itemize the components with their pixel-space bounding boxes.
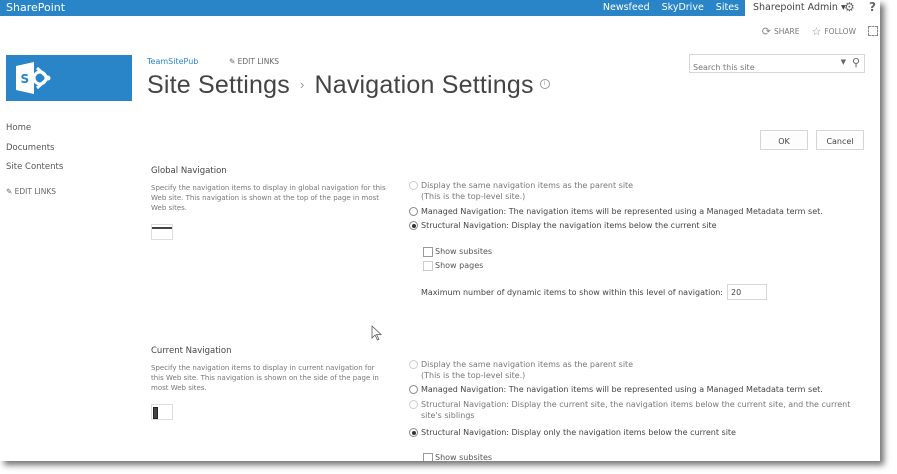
follow-label: FOLLOW [824,26,856,36]
left-edit-links-label: EDIT LINKS [14,186,57,196]
option-label: Structural Navigation: Display only the navigation items below the current site [421,428,736,437]
cancel-button[interactable]: Cancel [816,130,864,150]
ok-button[interactable]: OK [760,130,808,150]
global-navigation-glyph-icon [151,224,173,240]
search-scope-dropdown-icon[interactable]: ▼ [840,58,846,66]
top-links [147,57,280,66]
option-label: Display the same navigation items as the parent site [421,360,634,369]
current-option-structural-below[interactable] [409,427,736,438]
suite-link-sites[interactable]: Sites [715,2,739,13]
svg-text:S: S [20,72,30,86]
search-box [689,54,865,73]
current-show-subsites-checkbox[interactable] [423,453,433,461]
focus-mode-icon[interactable] [868,26,878,36]
radio-button[interactable] [409,181,418,190]
global-show-pages-label: Show pages [435,261,484,270]
option-label: Managed Navigation: The navigation items will be represented using a Managed Metadata term set. [421,207,823,216]
user-menu[interactable]: Sharepoint Admin ▾ [753,2,846,13]
breadcrumb-site-settings[interactable]: Site Settings [147,71,290,99]
nav-item-home[interactable]: Home [6,123,32,133]
max-items-label: Maximum number of dynamic items to show within this level of navigation: [421,288,723,297]
suite-links [591,0,739,16]
site-logo[interactable] [6,55,132,101]
option-label: Structural Navigation: Display the navigation items below the current site [421,221,717,230]
global-navigation-description: Specify the navigation items to display in global navigation for this Web site. This navigation is shown at the top of the page in most Web sites. [151,184,386,212]
nav-item-documents[interactable]: Documents [6,142,55,153]
global-show-subsites-checkbox[interactable] [423,247,433,257]
page-title-text: Navigation Settings [314,71,534,99]
star-icon: ☆ [811,24,822,38]
left-edit-links[interactable] [6,187,63,207]
share-label: SHARE [774,26,800,36]
option-note: (This is the top-level site.) [421,371,526,380]
option-label: Display the same navigation items as the parent site [421,181,634,190]
suite-bar [0,0,745,16]
follow-button[interactable] [811,25,856,38]
pencil-icon: ✎ [6,186,15,196]
radio-button[interactable] [409,400,418,409]
radio-button-selected[interactable] [409,221,418,230]
current-option-structural-siblings[interactable] [409,399,850,421]
global-show-pages-checkbox[interactable] [423,261,433,271]
radio-button[interactable] [409,207,418,216]
top-edit-links[interactable] [229,57,279,66]
page-title [147,71,550,100]
top-edit-links-label: EDIT LINKS [237,57,280,66]
search-icon[interactable]: ⚲ [851,56,860,69]
suite-link-skydrive[interactable]: SkyDrive [661,2,704,13]
global-navigation-title: Global Navigation [151,166,227,176]
global-option-parent[interactable] [409,180,633,202]
option-label: Managed Navigation: The navigation items will be represented using a Managed Metadata term set. [421,385,823,394]
global-option-managed[interactable] [409,206,823,217]
current-option-parent[interactable] [409,359,633,381]
radio-button[interactable] [409,385,418,394]
nav-item-site-contents[interactable]: Site Contents [6,162,64,172]
gear-icon[interactable]: ⚙ [844,0,855,14]
max-items-input[interactable] [727,284,767,300]
pencil-icon: ✎ [229,57,238,66]
global-option-structural[interactable] [409,220,717,231]
quick-launch [6,123,63,206]
help-icon[interactable]: ? [869,0,876,14]
current-show-subsites-label: Show subsites [435,453,493,461]
page-actions [762,24,880,38]
suite-bar-user-area [745,0,880,16]
share-icon: ⟳ [761,24,771,38]
sharepoint-logo-icon [14,62,60,94]
radio-button[interactable] [409,360,418,369]
current-navigation-title: Current Navigation [151,346,232,356]
site-link[interactable]: TeamSitePub [147,57,199,66]
search-input[interactable] [690,60,833,75]
option-note: site's siblings [421,411,475,420]
current-option-managed[interactable] [409,384,823,395]
option-label: Structural Navigation: Display the current site, the navigation items below the current site, and the current [421,400,851,409]
option-note: (This is the top-level site.) [421,192,526,201]
mouse-cursor-icon [371,325,383,341]
info-icon[interactable]: i [540,79,550,89]
radio-button-selected[interactable] [409,428,418,437]
global-show-subsites-label: Show subsites [435,247,493,256]
sharepoint-brand[interactable]: SharePoint [6,1,66,14]
current-navigation-glyph-icon [151,404,173,420]
share-button[interactable] [762,25,800,38]
current-navigation-description: Specify the navigation items to display in current navigation for this Web site. This navigation is shown on the side of the page in most Web sites. [151,364,379,392]
suite-link-newsfeed[interactable]: Newsfeed [602,2,650,13]
breadcrumb-separator: › [299,77,305,92]
